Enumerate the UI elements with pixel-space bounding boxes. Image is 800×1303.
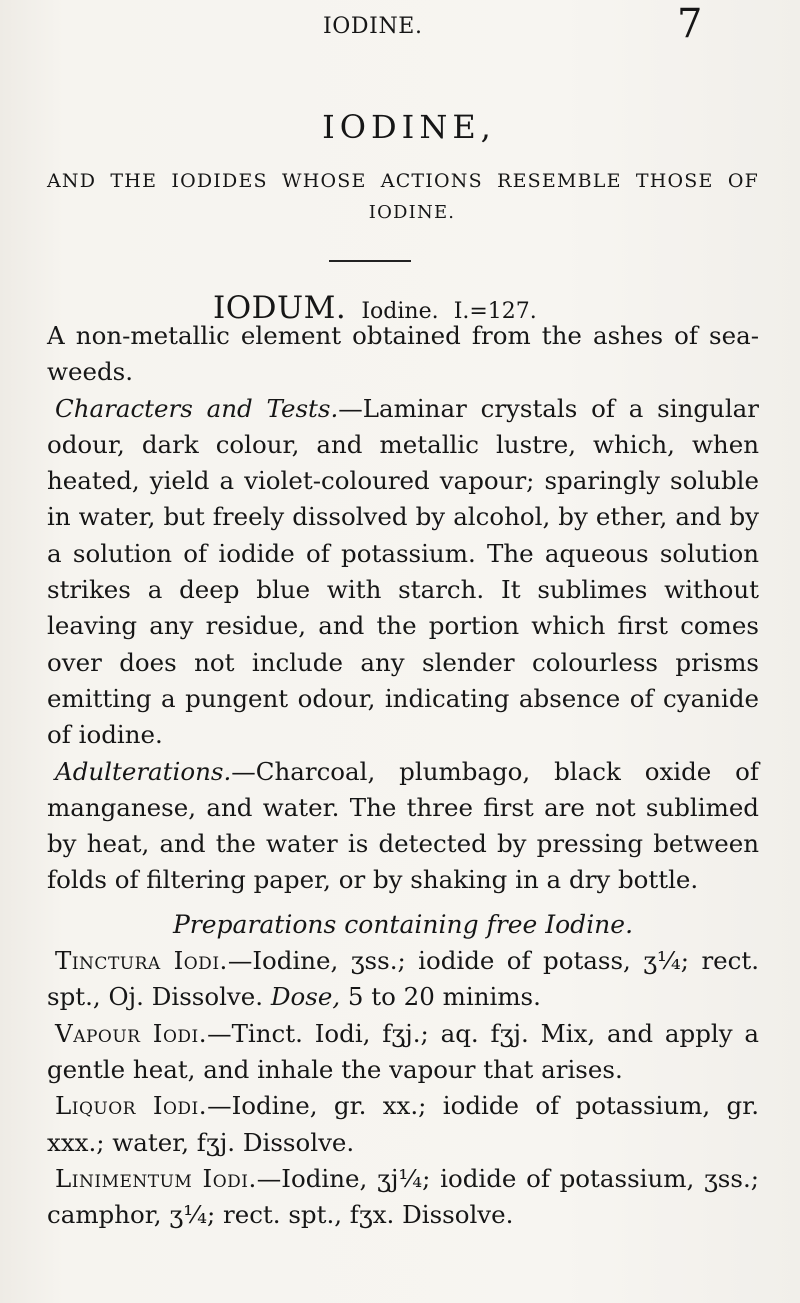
- liquor-name: Liquor Iodi.: [55, 1091, 208, 1121]
- characters-paragraph: [47, 391, 759, 754]
- characters-text: —Laminar crystals of a singular odour, dark colour, and metallic lustre, which, when heated, yield a violet-coloured vapour; sparingly soluble in water, but freely dissolved by alcohol, by ether, and by a solution of iodide of potassium. The aqueous solution strikes a deep blue with starch. It sublimes without leaving any residue, and the portion which first comes over does not include any slender colourless prisms emitting a pungent odour, indicating absence of cyanide of iodine.: [47, 393, 759, 750]
- adulterations-text: —Charcoal, plumbago, black oxide of manganese, and water. The three first are not sublimed by heat, and the water is detected by pressing between folds of filtering paper, or by shaking in a dry bottle.: [47, 756, 759, 895]
- tinctura-paragraph: [47, 943, 759, 1016]
- linimentum-text: —Iodine, ʒj¼; iodide of potassium, ʒss.; camphor, ʒ¼; rect. spt., fʒx. Dissolve.: [47, 1163, 759, 1230]
- tinctura-dose-label: Dose,: [270, 982, 341, 1012]
- preparations-heading: Preparations containing free Iodine.: [172, 909, 634, 939]
- page-number: 7: [677, 1, 703, 47]
- section-divider: [329, 260, 411, 262]
- liquor-paragraph: [47, 1088, 759, 1161]
- entry-name: IODUM.: [213, 290, 347, 326]
- tinctura-text: —Iodine, ʒss.; iodide of potass, ʒ¼; rect. spt., Oj. Dissolve.: [47, 946, 760, 1012]
- vapour-paragraph: [47, 1016, 759, 1089]
- description-paragraph: A non-metallic element obtained from the ashes of sea-weeds.: [47, 321, 759, 387]
- adulterations-label: Adulterations.: [55, 756, 232, 786]
- vapour-text: —Tinct. Iodi, fʒj.; aq. fʒj. Mix, and apply a gentle heat, and inhale the vapour that arises.: [47, 1018, 759, 1084]
- tinctura-dose-text: 5 to 20 minims.: [340, 982, 541, 1012]
- running-title: IODINE.: [323, 14, 423, 39]
- linimentum-name: Linimentum Iodi.: [55, 1163, 257, 1193]
- liquor-text: —Iodine, gr. xx.; iodide of potassium, gr. xxx.; water, fʒj. Dissolve.: [47, 1091, 760, 1157]
- chapter-title: IODINE,: [322, 108, 496, 146]
- adulterations-paragraph: [47, 754, 759, 899]
- characters-label: Characters and Tests.: [55, 393, 339, 423]
- entry-common-name: Iodine.: [361, 299, 439, 324]
- body-text: [47, 318, 759, 1233]
- tinctura-name: Tinctura Iodi.: [55, 946, 228, 976]
- chapter-subtitle-line-1: AND THE IODIDES WHOSE ACTIONS RESEMBLE THOSE OF: [47, 170, 759, 192]
- chapter-subtitle-line-2: IODINE.: [368, 202, 456, 223]
- vapour-name: Vapour Iodi.: [55, 1018, 208, 1048]
- linimentum-paragraph: [47, 1161, 759, 1234]
- entry-formula: I.=127.: [453, 299, 537, 324]
